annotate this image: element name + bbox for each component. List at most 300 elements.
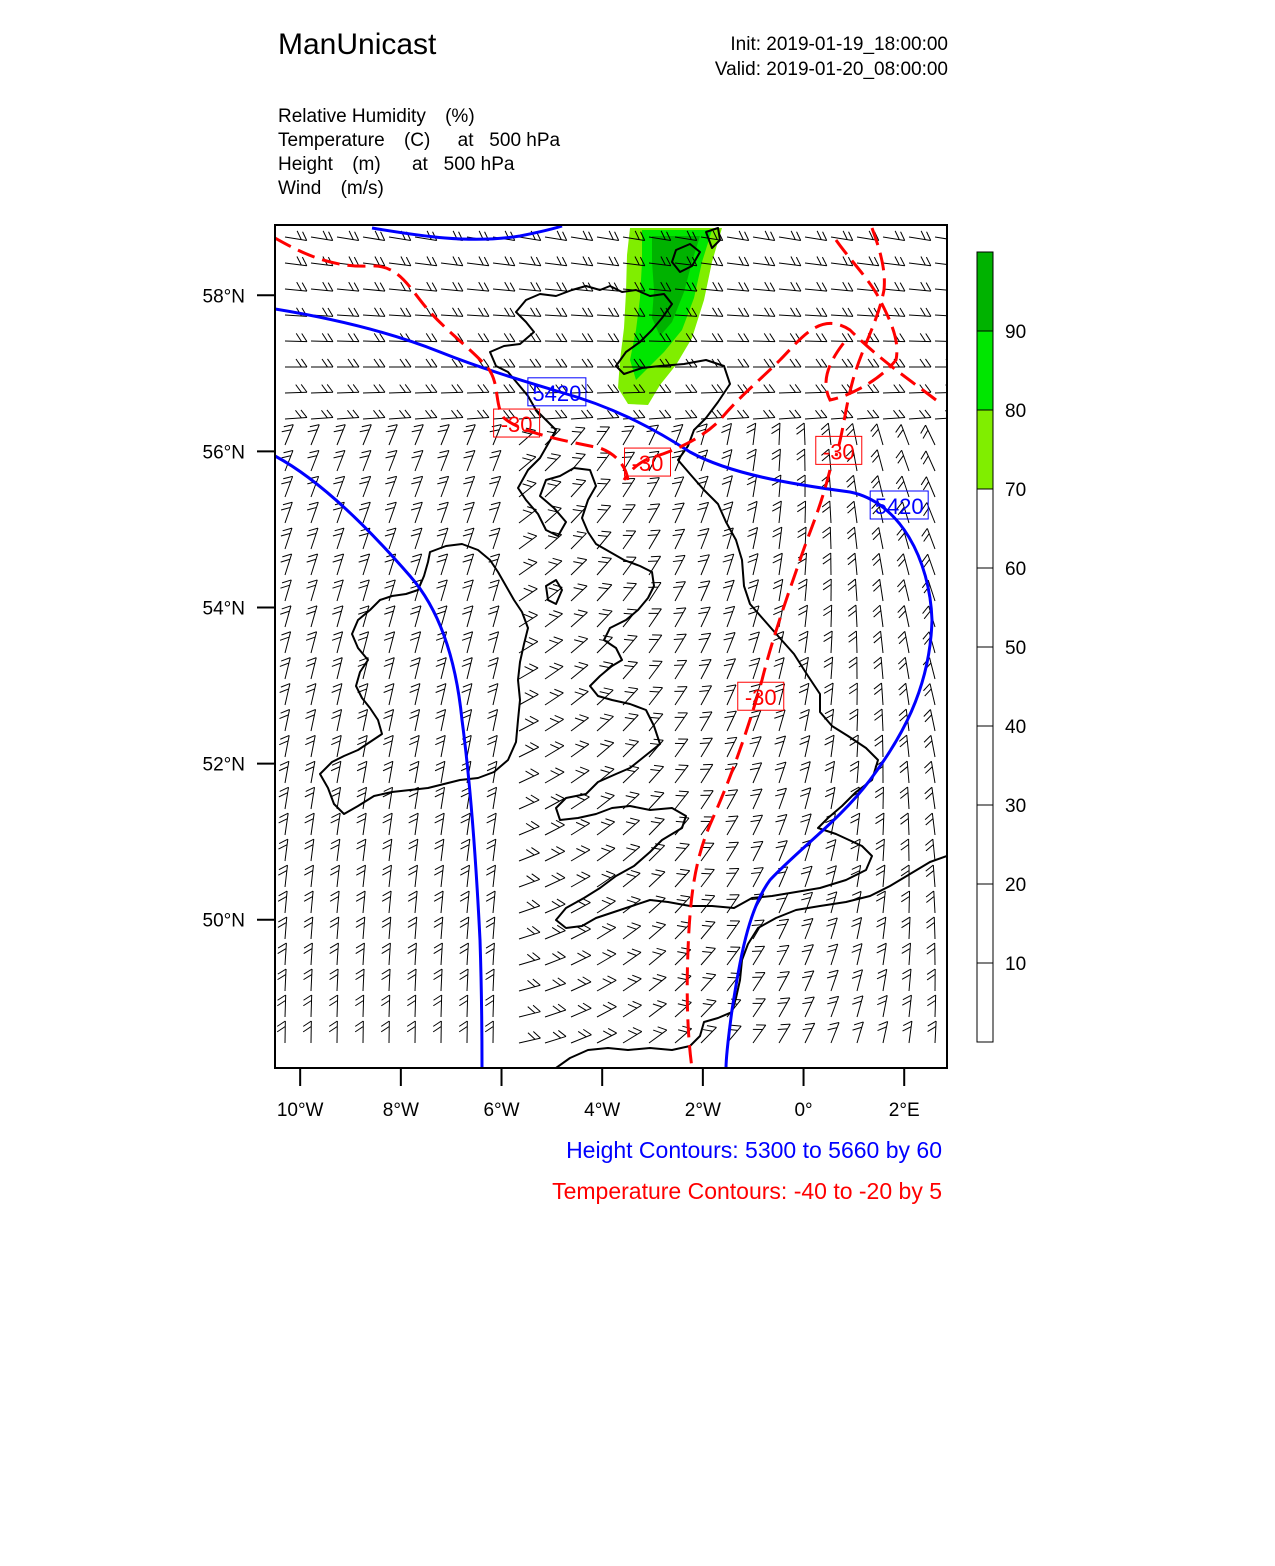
- wind-barb: [408, 917, 417, 939]
- wind-barb: [571, 359, 593, 367]
- wind-barb: [360, 450, 371, 471]
- wind-barb: [803, 1023, 815, 1043]
- wind-barb: [331, 761, 341, 783]
- wind-barb: [412, 425, 424, 445]
- wind-barb: [382, 969, 391, 991]
- wind-barb: [649, 661, 662, 679]
- wind-barb: [415, 333, 437, 341]
- wind-barb: [672, 503, 684, 523]
- wind-barb: [802, 945, 814, 965]
- wind-barb: [935, 256, 957, 265]
- wind-barb: [545, 847, 565, 861]
- wind-barb: [519, 256, 541, 265]
- height-contours-caption: Height Contours: 5300 to 5660 by 60: [566, 1137, 942, 1163]
- wind-barb: [727, 231, 749, 241]
- wind-barb: [751, 815, 763, 835]
- wind-barb: [675, 791, 689, 809]
- wind-barb: [823, 605, 831, 627]
- wind-barb: [875, 735, 883, 757]
- wind-barb: [304, 839, 313, 861]
- wind-barb: [776, 893, 788, 913]
- wind-barb: [436, 580, 447, 601]
- valid-time: Valid: 2019-01-20_08:00:00: [714, 59, 948, 80]
- wind-barb: [825, 761, 835, 783]
- wind-barb: [797, 449, 805, 471]
- wind-barb: [853, 1022, 864, 1043]
- wind-barb: [384, 632, 395, 653]
- wind-barb: [571, 532, 586, 549]
- wind-barb: [909, 410, 931, 419]
- wind-barb: [441, 256, 463, 265]
- wind-barb: [753, 384, 775, 393]
- wind-barb: [877, 943, 887, 965]
- colorbar-box: [977, 726, 993, 805]
- wind-barb: [796, 423, 805, 445]
- wind-barb: [460, 891, 469, 913]
- wind-barb: [597, 976, 616, 991]
- wind-barb: [872, 553, 883, 575]
- lat-tick-label: 54°N: [202, 598, 245, 620]
- wind-barb: [571, 558, 587, 575]
- wind-barb: [751, 868, 763, 887]
- wind-barb: [571, 662, 588, 679]
- wind-barb: [307, 502, 318, 523]
- wind-barb: [330, 839, 339, 861]
- wind-barb: [463, 476, 474, 497]
- wind-barb: [701, 308, 723, 317]
- wind-barb: [749, 632, 760, 653]
- wind-barb: [383, 761, 393, 783]
- wind-barb: [519, 282, 541, 291]
- wind-barb: [519, 1032, 540, 1043]
- wind-barb: [825, 787, 835, 809]
- wind-barb: [571, 977, 591, 991]
- wind-barb: [410, 606, 421, 627]
- wind-barb: [672, 477, 684, 497]
- wind-barb: [649, 896, 665, 913]
- contour-label-text: -30: [500, 412, 533, 438]
- wind-barb: [849, 657, 857, 679]
- wind-barb: [753, 308, 775, 317]
- field-unit: (C): [403, 130, 431, 151]
- wind-barb: [363, 308, 385, 317]
- wind-barb: [519, 559, 537, 575]
- wind-barb: [851, 917, 861, 939]
- wind-barb: [723, 580, 734, 601]
- wind-barb: [285, 231, 307, 241]
- wind-barb: [848, 553, 857, 575]
- wind-barb: [337, 231, 359, 241]
- wind-barb: [356, 865, 365, 887]
- wind-barb: [330, 891, 339, 913]
- wind-barb: [337, 308, 359, 317]
- wind-barb: [597, 1002, 616, 1017]
- wind-barb: [411, 528, 422, 549]
- wind-barb: [926, 891, 935, 913]
- wind-barb: [778, 1024, 791, 1043]
- wind-barb: [721, 423, 731, 445]
- wind-barb: [434, 943, 443, 965]
- wind-barb: [827, 996, 838, 1017]
- wind-barb: [571, 610, 587, 627]
- wind-barb: [831, 359, 853, 367]
- coastline-isle-of-man: [546, 580, 562, 604]
- wind-barb: [489, 528, 500, 549]
- wind-barb: [675, 843, 689, 861]
- chart-title: ManUnicast: [278, 28, 437, 61]
- wind-barb: [935, 282, 957, 291]
- wind-barb: [363, 282, 385, 291]
- wind-barb: [306, 606, 317, 627]
- wind-barb: [746, 423, 755, 445]
- wind-barb: [435, 813, 445, 835]
- wind-barb: [883, 282, 905, 291]
- wind-barb: [927, 943, 935, 965]
- wind-barb: [331, 813, 341, 835]
- wind-barb: [311, 333, 333, 341]
- wind-barb: [800, 788, 811, 809]
- wind-barb: [727, 947, 740, 965]
- wind-barb: [384, 684, 394, 705]
- wind-barb: [332, 632, 343, 653]
- wind-barb: [330, 969, 339, 991]
- contour-label-text: 5420: [874, 494, 924, 519]
- wind-barb: [409, 813, 419, 835]
- wind-barb: [488, 580, 499, 601]
- contour-label: [870, 491, 928, 519]
- wind-barb: [363, 256, 385, 265]
- wind-barb: [874, 683, 883, 705]
- wind-barb: [545, 333, 567, 341]
- wind-barb: [545, 282, 567, 291]
- wind-barb: [875, 813, 883, 835]
- wind-barb: [493, 282, 515, 291]
- wind-barb: [280, 632, 291, 653]
- wind-barb: [849, 631, 857, 653]
- wind-barb: [649, 818, 664, 835]
- wind-barb: [462, 684, 472, 705]
- wind-barb: [909, 359, 931, 367]
- wind-barb: [488, 658, 498, 679]
- wind-barb: [411, 502, 422, 523]
- wind-barb: [597, 845, 615, 861]
- wind-barb: [280, 606, 291, 627]
- wind-barb: [545, 715, 564, 731]
- wind-barb: [464, 425, 476, 445]
- wind-barb: [434, 839, 443, 861]
- wind-barb: [493, 308, 515, 317]
- wind-barb: [726, 868, 739, 887]
- wind-barb: [749, 658, 760, 679]
- wind-barb: [724, 633, 735, 653]
- wind-barb: [725, 737, 737, 757]
- wind-barb: [701, 895, 715, 913]
- wind-barb: [519, 979, 540, 991]
- wind-barb: [519, 874, 540, 887]
- wind-barb: [441, 384, 463, 393]
- wind-barb: [285, 359, 307, 367]
- wind-barb: [280, 580, 291, 601]
- wind-barb: [303, 995, 311, 1017]
- wind-barb: [356, 839, 365, 861]
- wind-barb: [772, 501, 781, 523]
- wind-barb: [649, 765, 664, 783]
- temperature-contours: [275, 228, 936, 1068]
- wind-barb: [305, 735, 315, 757]
- wind-barb: [486, 891, 495, 913]
- wind-barb: [753, 1025, 766, 1043]
- wind-barb: [519, 308, 541, 317]
- wind-barb: [389, 308, 411, 317]
- contour-label-text: -30: [631, 451, 664, 477]
- wind-barb: [747, 449, 757, 471]
- wind-barb: [675, 713, 688, 731]
- wind-barb: [597, 231, 619, 241]
- wind-barb: [386, 425, 398, 445]
- wind-barb: [802, 918, 813, 939]
- wind-barb: [775, 762, 786, 783]
- wind-barb: [357, 709, 367, 731]
- colorbar-box: [977, 410, 993, 489]
- wind-barb: [883, 231, 905, 241]
- wind-barb: [675, 410, 697, 419]
- wind-barb: [831, 231, 853, 241]
- wind-barb: [924, 735, 935, 757]
- wind-barb: [356, 943, 365, 965]
- wind-barb: [571, 256, 593, 265]
- wind-barb: [648, 556, 661, 575]
- wind-barb: [412, 450, 423, 471]
- wind-barb: [925, 813, 935, 835]
- wind-barb: [822, 501, 831, 523]
- wind-barb: [727, 895, 740, 913]
- wind-barb: [697, 476, 708, 497]
- wind-barb: [545, 1004, 566, 1017]
- wind-barb: [901, 891, 909, 913]
- wind-barb: [304, 943, 313, 965]
- wind-barb: [622, 478, 635, 497]
- wind-barb: [824, 631, 833, 653]
- wind-barb: [467, 384, 489, 393]
- wind-barb: [898, 605, 909, 627]
- wind-barb: [415, 359, 437, 367]
- wind-barb: [753, 359, 775, 367]
- wind-barb: [675, 384, 697, 393]
- wind-barb: [824, 657, 833, 679]
- wind-barb: [337, 384, 359, 393]
- wind-barb: [519, 953, 540, 965]
- wind-barb: [900, 787, 909, 809]
- wind-barb: [779, 231, 801, 241]
- wind-barb: [597, 333, 619, 341]
- wind-barb: [278, 865, 287, 887]
- wind-barb: [356, 891, 365, 913]
- wind-barb: [359, 502, 370, 523]
- wind-barb: [433, 995, 441, 1017]
- wind-barb: [928, 1021, 937, 1043]
- contour-label-text: 5420: [532, 380, 582, 406]
- wind-barb: [363, 231, 385, 241]
- wind-barb: [437, 502, 448, 523]
- wind-barb: [852, 996, 863, 1017]
- wind-barb: [805, 410, 827, 419]
- wind-barb: [898, 657, 909, 679]
- wind-barb: [779, 384, 801, 393]
- wind-barb: [597, 384, 619, 393]
- wind-barb: [726, 842, 739, 861]
- wind-barb: [571, 689, 588, 705]
- wind-barb: [700, 738, 713, 757]
- wind-barb: [545, 359, 567, 367]
- wind-barb: [698, 607, 710, 627]
- wind-barb: [701, 869, 714, 887]
- wind-barb: [878, 1022, 888, 1043]
- wind-barb: [597, 819, 615, 835]
- wind-barb: [467, 282, 489, 291]
- wind-barb: [410, 658, 420, 679]
- wind-barb: [386, 450, 397, 471]
- wind-barb: [701, 384, 723, 393]
- wind-barb: [281, 554, 292, 575]
- wind-barb: [337, 282, 359, 291]
- colorbar-label: 70: [1005, 480, 1027, 501]
- wind-barb: [750, 763, 762, 783]
- contour-label-text: -30: [822, 439, 855, 465]
- wind-barb: [775, 736, 786, 757]
- wind-barb: [623, 714, 638, 731]
- wind-barb: [649, 687, 663, 705]
- wind-barb: [726, 816, 738, 835]
- wind-barb: [410, 632, 421, 653]
- wind-barb: [461, 813, 471, 835]
- colorbar-box: [977, 489, 993, 568]
- wind-barb: [571, 584, 587, 601]
- wind-barb: [438, 450, 449, 471]
- wind-barb: [307, 528, 318, 549]
- wind-barb: [358, 580, 369, 601]
- wind-barb: [485, 1021, 493, 1043]
- wind-barb: [384, 606, 395, 627]
- wind-barb: [363, 410, 385, 419]
- wind-barb: [383, 787, 393, 809]
- wind-barb: [467, 410, 489, 419]
- wind-barb: [571, 715, 589, 731]
- wind-barb: [460, 969, 469, 991]
- wind-barb: [772, 449, 781, 471]
- wind-barb: [805, 384, 827, 393]
- wind-barb: [897, 554, 909, 575]
- wind-barb: [926, 865, 935, 887]
- wind-barb: [545, 873, 565, 887]
- wind-barb: [383, 735, 393, 757]
- wind-barb: [805, 359, 827, 367]
- wind-barb: [909, 256, 931, 265]
- wind-barb: [927, 995, 935, 1017]
- colorbar-label: 20: [1005, 875, 1027, 896]
- wind-barb: [306, 684, 316, 705]
- wind-barb: [278, 839, 287, 861]
- wind-barb: [279, 761, 289, 783]
- wind-barb: [493, 384, 515, 393]
- wind-barb: [883, 256, 905, 265]
- field-name: Temperature: [278, 130, 385, 151]
- init-time: Init: 2019-01-19_18:00:00: [730, 34, 948, 55]
- wind-barb: [753, 333, 775, 341]
- lon-tick-label: 2°W: [684, 1100, 721, 1121]
- wind-barb: [519, 769, 539, 783]
- wind-barb: [805, 256, 827, 265]
- wind-barb: [306, 580, 317, 601]
- wind-barb: [389, 410, 411, 419]
- field-name: Relative Humidity: [278, 106, 426, 127]
- wind-barb: [824, 683, 833, 705]
- wind-barb: [334, 425, 346, 445]
- wind-barb: [649, 609, 662, 627]
- wind-barb: [852, 970, 862, 991]
- wind-barb: [935, 410, 957, 419]
- wind-barb: [467, 256, 489, 265]
- wind-barb: [306, 658, 316, 679]
- wind-barb: [571, 333, 593, 341]
- wind-barb: [775, 788, 786, 809]
- wind-barb: [675, 765, 688, 783]
- field-level: at 500 hPa: [411, 154, 515, 175]
- wind-barb: [356, 969, 365, 991]
- wind-barb: [571, 951, 591, 965]
- wind-barb: [827, 970, 838, 991]
- wind-barb: [899, 735, 909, 757]
- wind-barb: [831, 256, 853, 265]
- height-contour-5360: [275, 456, 482, 1068]
- wind-barb: [675, 869, 690, 887]
- wind-barb: [597, 256, 619, 265]
- wind-barb: [847, 527, 857, 549]
- wind-barb: [462, 632, 473, 653]
- wind-barb: [675, 739, 688, 757]
- wind-barb: [753, 999, 766, 1017]
- wind-barb: [725, 790, 737, 809]
- wind-barb: [776, 841, 788, 861]
- wind-barb: [333, 528, 344, 549]
- wind-barb: [597, 793, 614, 809]
- wind-barb: [823, 579, 831, 601]
- wind-barb: [857, 256, 879, 265]
- wind-barb: [281, 502, 292, 523]
- wind-barb: [519, 664, 538, 679]
- wind-barb: [305, 813, 315, 835]
- wind-barb: [771, 423, 779, 445]
- wind-barb: [779, 256, 801, 265]
- wind-barb: [285, 384, 307, 393]
- colorbar-label: 80: [1005, 401, 1027, 422]
- wind-barb: [850, 761, 859, 783]
- lat-tick-label: 56°N: [202, 442, 245, 464]
- wind-barb: [723, 606, 734, 627]
- wind-barb: [649, 974, 666, 991]
- wind-barb: [571, 819, 590, 835]
- wind-barb: [649, 870, 665, 887]
- wind-barb: [924, 761, 935, 783]
- wind-barb: [851, 891, 861, 913]
- wind-barb: [748, 580, 758, 601]
- wind-barb: [357, 761, 367, 783]
- wind-barb: [460, 943, 469, 965]
- wind-barb: [545, 480, 561, 497]
- wind-barb: [701, 333, 723, 341]
- wind-barb: [467, 308, 489, 317]
- wind-barb: [545, 742, 564, 757]
- wind-barb: [752, 973, 765, 991]
